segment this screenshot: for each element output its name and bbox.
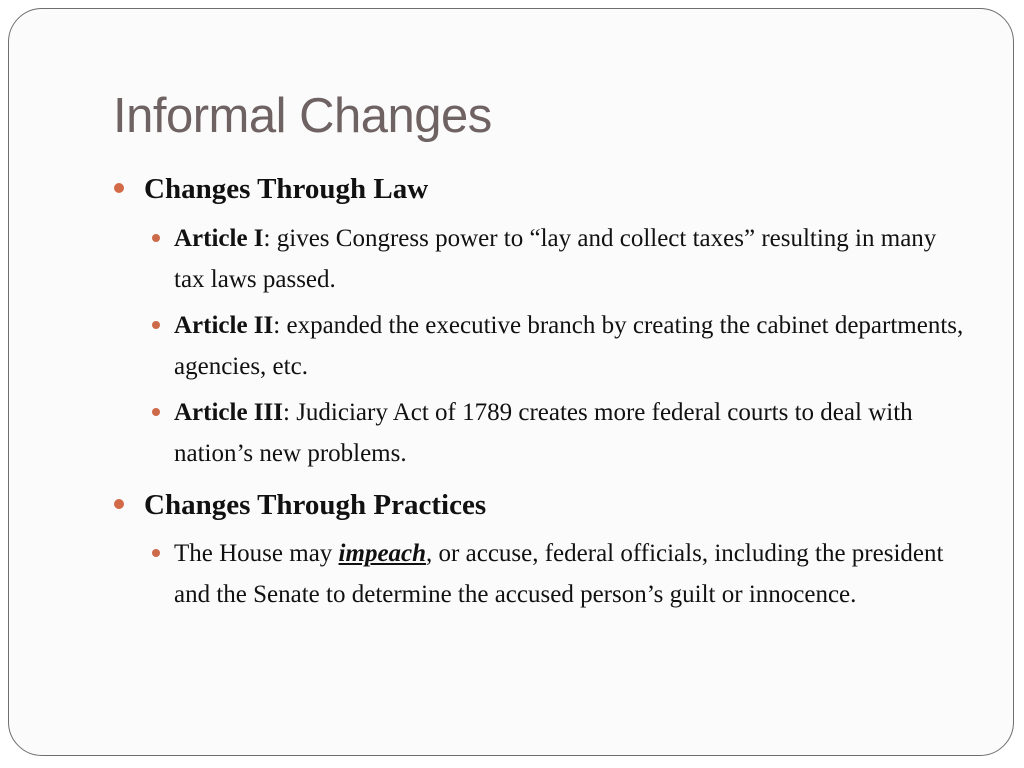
bullet-icon — [152, 549, 160, 557]
bullet-icon — [152, 321, 160, 329]
item-label: Article I — [174, 225, 264, 252]
list-item-article-2 — [174, 305, 964, 387]
item-label: Article III — [174, 399, 283, 426]
item-text: : expanded the executive branch by creating the cabinet departments, agencies, etc. — [174, 312, 964, 380]
item-label: Article II — [174, 312, 274, 339]
item-text-pre: The House may — [174, 540, 339, 567]
bullet-icon — [114, 183, 124, 193]
bullet-icon — [152, 234, 160, 242]
impeach-emphasis: impeach — [338, 540, 427, 567]
bullet-icon — [114, 499, 124, 509]
list-item-article-1 — [174, 218, 964, 300]
item-text: : Judiciary Act of 1789 creates more federal courts to deal with nation’s new problems. — [174, 399, 913, 467]
section-heading-law: Changes Through Law — [144, 173, 429, 205]
item-text-post: , or accuse, federal officials, including the president and the Senate to determine the accused person’s guilt or innocence. — [174, 540, 944, 608]
bullet-icon — [152, 408, 160, 416]
list-item-article-3 — [174, 392, 964, 474]
slide-title: Informal Changes — [113, 89, 492, 143]
item-text: : gives Congress power to “lay and collect taxes” resulting in many tax laws passed. — [174, 225, 937, 293]
list-item-impeach — [174, 533, 964, 615]
section-heading-practices: Changes Through Practices — [144, 489, 487, 521]
